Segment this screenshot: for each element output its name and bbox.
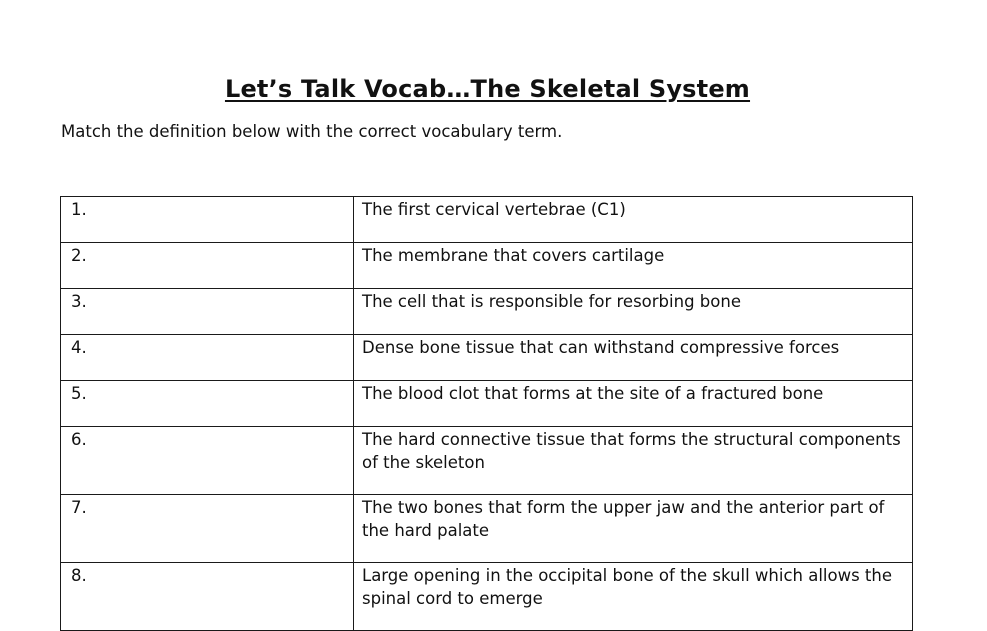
table-row [61, 381, 913, 427]
term-answer-cell[interactable] [61, 197, 354, 243]
row-number: 3. [71, 292, 87, 311]
term-answer-cell[interactable] [61, 427, 354, 495]
row-number: 8. [71, 566, 87, 585]
row-number: 1. [71, 200, 87, 219]
row-number: 7. [71, 498, 87, 517]
definition-text: The membrane that covers cartilage [362, 246, 665, 265]
table-row [61, 289, 913, 335]
definition-cell [354, 427, 913, 495]
definition-cell [354, 335, 913, 381]
term-answer-cell[interactable] [61, 335, 354, 381]
definition-cell [354, 563, 913, 631]
definition-cell [354, 495, 913, 563]
definition-text: Large opening in the occipital bone of the skull which allows the spinal cord to emerge [362, 566, 893, 608]
row-number: 4. [71, 338, 87, 357]
definition-cell [354, 289, 913, 335]
row-number: 2. [71, 246, 87, 265]
table-row [61, 243, 913, 289]
table-row [61, 495, 913, 563]
definition-text: The two bones that form the upper jaw and the anterior part of the hard palate [362, 498, 885, 540]
row-number: 5. [71, 384, 87, 403]
definition-cell [354, 381, 913, 427]
definition-text: The hard connective tissue that forms the structural components of the skeleton [362, 430, 901, 472]
table-row [61, 563, 913, 631]
table-row [61, 197, 913, 243]
table-row [61, 427, 913, 495]
definition-cell [354, 243, 913, 289]
vocab-table [60, 196, 913, 631]
definition-text: Dense bone tissue that can withstand compressive forces [362, 338, 840, 357]
definition-text: The cell that is responsible for resorbing bone [362, 292, 741, 311]
row-number: 6. [71, 430, 87, 449]
definition-text: The first cervical vertebrae (C1) [362, 200, 626, 219]
term-answer-cell[interactable] [61, 289, 354, 335]
term-answer-cell[interactable] [61, 381, 354, 427]
table-row [61, 335, 913, 381]
page-title: Let’s Talk Vocab…The Skeletal System [224, 75, 751, 103]
definition-text: The blood clot that forms at the site of a fractured bone [362, 384, 824, 403]
term-answer-cell[interactable] [61, 243, 354, 289]
instructions-text: Match the definition below with the correct vocabulary term. [61, 122, 563, 141]
term-answer-cell[interactable] [61, 563, 354, 631]
term-answer-cell[interactable] [61, 495, 354, 563]
definition-cell [354, 197, 913, 243]
